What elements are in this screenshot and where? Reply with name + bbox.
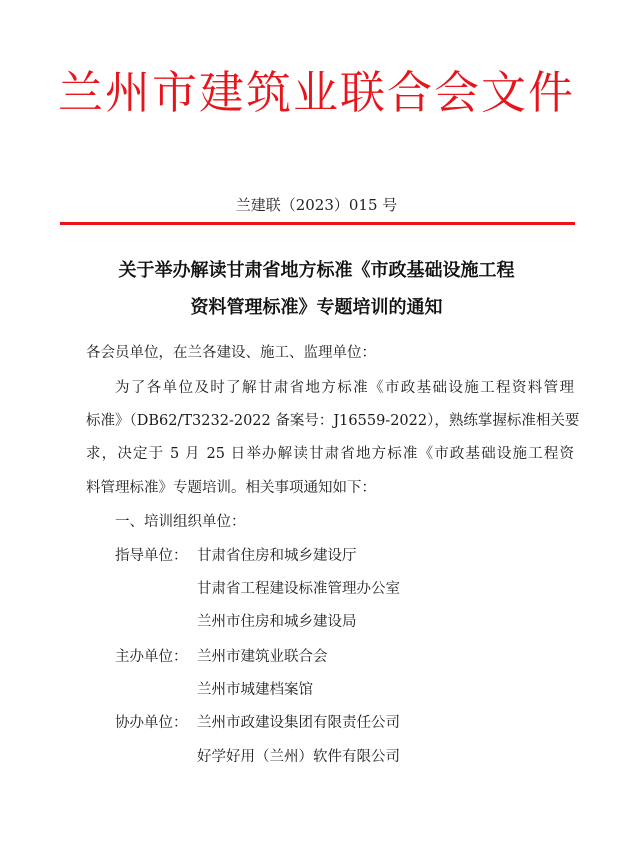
guide-unit: 甘肃省工程建设标准管理办公室 — [197, 581, 400, 597]
paragraph-line: 标准》（DB62/T3232-2022 备案号：J16559-2022），熟练掌握标准相关要 — [86, 413, 580, 429]
guide-unit: 甘肃省住房和城乡建设厅 — [197, 548, 357, 564]
host-unit: 兰州市建筑业联合会 — [197, 649, 328, 665]
document-number: 兰建联（2023）015 号 — [235, 196, 398, 214]
guide-unit-label: 指导单位： — [115, 548, 188, 564]
red-divider-line — [60, 222, 575, 225]
notice-subject-line-2: 资料管理标准》专题培训的通知 — [190, 297, 443, 318]
notice-subject-line-1: 关于举办解读甘肃省地方标准《市政基础设施工程 — [118, 260, 515, 281]
paragraph-line: 料管理标准》专题培训。相关事项通知如下： — [86, 480, 376, 496]
guide-unit: 兰州市住房和城乡建设局 — [197, 614, 357, 630]
host-unit-label: 主办单位： — [115, 649, 188, 665]
paragraph-line: 求，决定于 5 月 25 日举办解读甘肃省地方标准《市政基础设施工程资 — [86, 446, 574, 462]
document-header-title: 兰州市建筑业联合会文件 — [57, 66, 575, 119]
paragraph-line: 为了各单位及时了解甘肃省地方标准《市政基础设施工程资料管理 — [115, 380, 574, 396]
co-unit-label: 协办单位： — [115, 715, 188, 731]
host-unit: 兰州市城建档案馆 — [197, 682, 313, 698]
co-unit: 兰州市政建设集团有限责任公司 — [197, 715, 400, 731]
section-heading: 一、培训组织单位： — [115, 514, 246, 530]
salutation: 各会员单位，在兰各建设、施工、监理单位： — [86, 345, 376, 361]
co-unit: 好学好用（兰州）软件有限公司 — [197, 749, 400, 765]
